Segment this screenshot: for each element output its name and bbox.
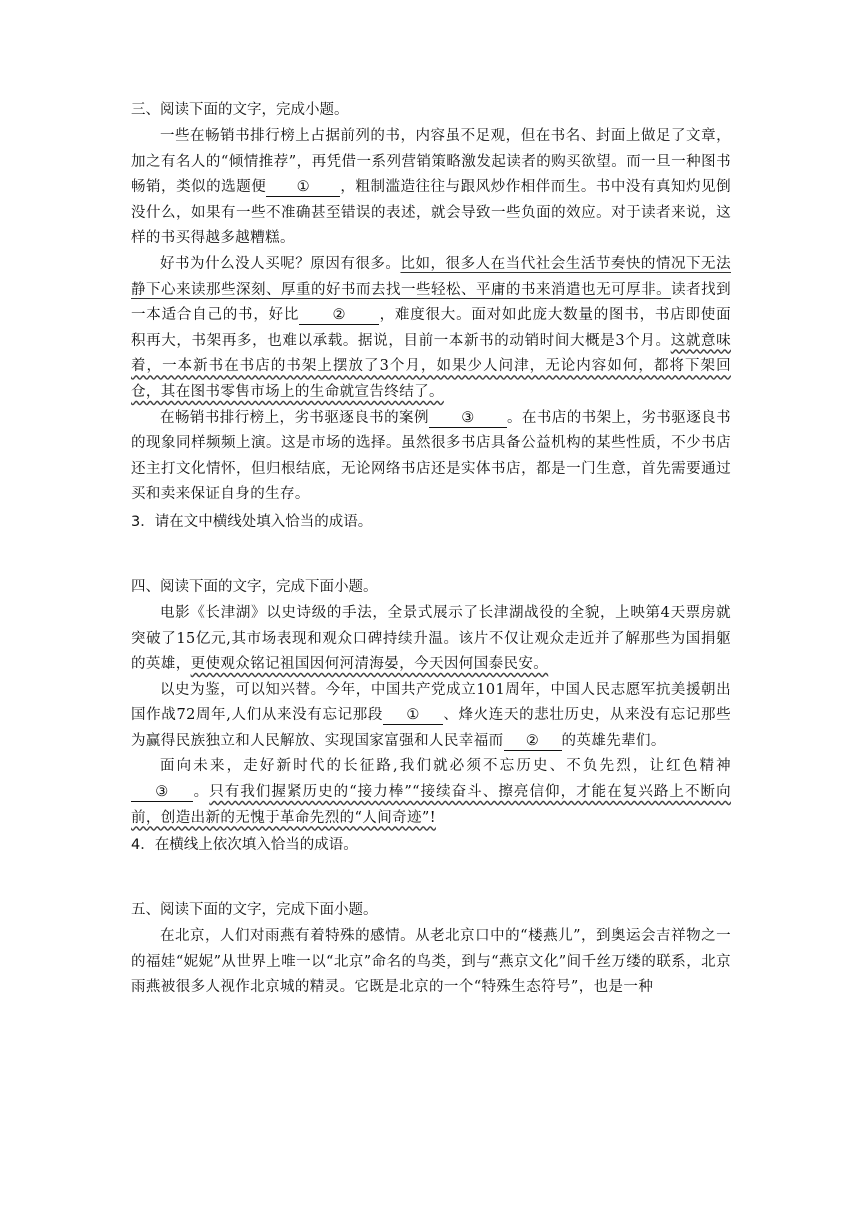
underlined-sentence: 比如，很多人在当代社会生活节奏快的情况下无法静下心来读那些深刻、厚重的好书而去找一些轻松、平庸的书来消遣也无可厚非。 — [131, 255, 731, 298]
section-5 — [131, 900, 731, 1001]
paragraph: 在北京，人们对雨燕有着特殊的感情。从老北京口中的“楼燕儿”，到奥运会吉祥物之一的福娃“妮妮”从世界上唯一以“北京”命名的鸟类，到与“燕京文化”间千丝万缕的联系，北京雨燕被很多人视作北京城的精灵。它既是北京的一个“特殊生态符号”，也是一种 — [131, 928, 731, 996]
section-gap — [131, 858, 731, 900]
paragraph — [131, 754, 731, 831]
section-heading: 四、阅读下面的文字，完成下面小题。 — [131, 578, 378, 595]
section-3 — [131, 100, 731, 535]
fill-blank: ② — [504, 732, 562, 751]
paragraph-text: 以史为鉴，可以知兴替。今年，中国共产党成立101周年，中国人民志愿军抗美援朝出国作战72周年,人们从来没有忘记那段 — [131, 681, 731, 724]
paragraph — [131, 124, 731, 252]
paragraph-text: ，难度很大。面对如此庞大数量的图书，书店即使面积再大，书架再多，也难以承载。据说，目前一本新书的动销时间大概是3个月。 — [131, 307, 731, 349]
paragraph-text: 好书为什么没人买呢？原因有很多。 — [160, 255, 401, 272]
paragraph — [131, 252, 731, 406]
paragraph-text: 。在书店的书架上，劣书驱逐良书的现象同样频频上演。这是市场的选择。虽然很多书店具备公益机构的某些性质，不少书店还主打文化情怀，但归根结底，无论网络书店还是实体书店，都是一门生意，首先需要通过买和卖来保证自身的生存。 — [131, 409, 731, 503]
section-heading: 五、阅读下面的文字，完成下面小题。 — [131, 902, 378, 919]
paragraph-text: 一些在畅销书排行榜上占据前列的书，内容虽不足观，但在书名、封面上做足了文章，加之有名人的“倾情推荐”，再凭借一系列营销策略激发起读者的购买欲望。而一旦一种图书畅销，类似的选题便 — [131, 128, 731, 196]
fill-blank: ③ — [429, 409, 507, 428]
paragraph-text: ，粗制滥造往往与跟风炒作相伴而生。书中没有真知灼见倒没什么，如果有一些不准确甚至错误的表述，就会导致一些负面的效应。对于读者来说，这样的书买得越多越糟糕。 — [131, 179, 731, 247]
section-heading: 三、阅读下面的文字，完成小题。 — [131, 102, 349, 118]
paragraph-text: 在畅销书排行榜上，劣书驱逐良书的案例 — [160, 409, 429, 426]
fill-blank: ① — [383, 706, 443, 725]
paragraph-text: 。 — [193, 784, 210, 801]
section-4 — [131, 577, 731, 858]
paragraph-text: 的英雄先辈们。 — [561, 732, 666, 749]
wavy-underlined-sentence: 这就意味着，一本新书在书店的书架上摆放了3个月，如果少人问津，无论内容如何，都将下架回仓，其在图书零售市场上的生命就宣告终结了。 — [131, 332, 731, 400]
fill-blank: ① — [266, 178, 340, 197]
paragraph — [131, 601, 731, 678]
question-item: 3．请在文中横线处填入恰当的成语。 — [131, 513, 373, 530]
fill-blank: ③ — [131, 783, 193, 802]
paragraph — [131, 406, 731, 508]
wavy-underlined-sentence: 只有我们握紧历史的“接力棒”“接续奋斗、擦亮信仰，才能在复兴路上不断向前，创造出新的无愧于革命先烈的“人间奇迹”! — [131, 784, 731, 826]
document-page — [131, 100, 731, 1001]
paragraph — [131, 678, 731, 755]
paragraph-text: 读者找到一本适合自己的书，好比 — [131, 281, 731, 324]
paragraph-text: 电影《长津湖》以史诗级的手法，全景式展示了长津湖战役的全貌，上映第4天票房就突破了15亿元,其市场表现和观众口碑持续升温。该片不仅让观众走近并了解那些为国捐躯的英雄， — [131, 604, 731, 673]
section-gap — [131, 535, 731, 577]
paragraph-text: 、烽火连天的悲壮历史，从来没有忘记那些为赢得民族独立和人民解放、实现国家富强和人民幸福而 — [131, 707, 731, 749]
paragraph-text: 面向未来，走好新时代的长征路,我们就必须不忘历史、不负先烈，让红色精神 — [160, 758, 731, 775]
fill-blank: ② — [299, 306, 379, 325]
wavy-underlined-sentence: 更使观众铭记祖国因何河清海晏，今天因何国泰民安。 — [190, 656, 549, 673]
question-item: 4．在横线上依次填入恰当的成语。 — [131, 837, 358, 854]
